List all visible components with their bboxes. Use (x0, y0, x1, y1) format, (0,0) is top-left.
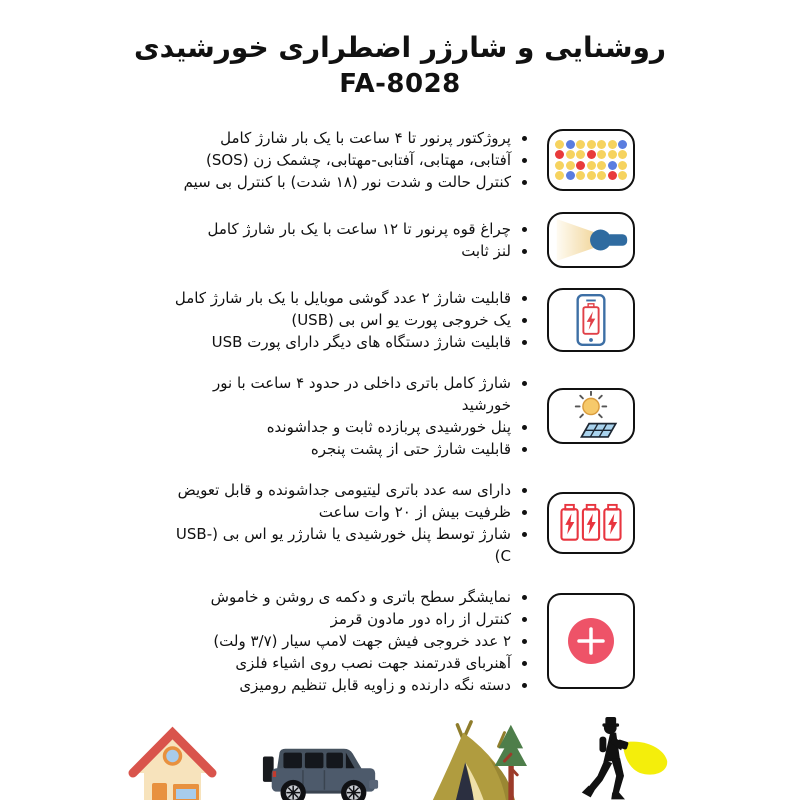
bullet-item: • قابلیت شارژ دستگاه های دیگر دارای پورت USB (165, 331, 511, 353)
led-grid (555, 140, 627, 181)
led-dot (566, 150, 575, 159)
bullet-item: • یک خروجی پورت یو اس بی (USB) (165, 309, 511, 331)
led-panel-icon (547, 129, 635, 191)
bullet-list (165, 586, 531, 696)
led-dot (566, 161, 575, 170)
section-phone-charging (165, 287, 635, 353)
phone-charging-icon (547, 288, 635, 352)
led-dot (555, 140, 564, 149)
suv-icon (260, 736, 382, 800)
solar-charging-icon (547, 388, 635, 444)
usage-scenes (0, 715, 800, 800)
flashlight-graphic (551, 215, 631, 265)
flashlight-beam (623, 741, 667, 774)
extra-features-icon (547, 593, 635, 689)
plus-graphic (565, 615, 617, 667)
bullet-item: • قابلیت شارژ حتی از پشت پنجره (165, 438, 511, 460)
bullet-item: • قابلیت شارژ ۲ عدد گوشی موبایل با یک بار شارژ کامل (165, 287, 511, 309)
led-dot (576, 171, 585, 180)
section-solar-charging (165, 372, 635, 460)
bullet-list (165, 479, 531, 567)
led-dot (608, 140, 617, 149)
led-dot (576, 140, 585, 149)
bullet-item: • لنز ثابت (165, 240, 511, 262)
bullet-item: • آفتابی، مهتابی، آفتابی-مهتابی، چشمک زن (SOS) (165, 149, 511, 171)
bullet-item: • دسته نگه دارنده و زاویه قابل تنظیم رومیزی (165, 674, 511, 696)
section-batteries (165, 479, 635, 567)
bullet-item: • پروژکتور پرنور تا ۴ ساعت با یک بار شارژ کامل (165, 127, 511, 149)
led-dot (555, 161, 564, 170)
led-dot (618, 171, 627, 180)
model-number: FA-8028 (339, 69, 461, 100)
led-dot (587, 161, 596, 170)
batteries-graphic (551, 498, 631, 548)
section-led-panel (165, 127, 635, 193)
led-dot (618, 161, 627, 170)
title-block (0, 0, 800, 101)
battery-pack-icon (547, 492, 635, 554)
led-dot (566, 140, 575, 149)
led-dot (576, 150, 585, 159)
house-icon (125, 723, 220, 800)
section-flashlight (165, 212, 635, 268)
led-dot (597, 140, 606, 149)
led-dot (608, 161, 617, 170)
flashlight-icon (547, 212, 635, 268)
hiker-flashlight-icon (572, 715, 675, 800)
bullet-list (165, 287, 531, 353)
bullet-item: • شارژ توسط پنل خورشیدی یا شارژر یو اس بی (USB-C) (165, 523, 511, 567)
page-title: روشنایی و شارژر اضطراری خورشیدی (133, 31, 667, 64)
person-silhouette (582, 717, 629, 799)
led-dot (566, 171, 575, 180)
bullet-list (165, 372, 531, 460)
led-dot (597, 161, 606, 170)
led-dot (576, 161, 585, 170)
led-dot (618, 150, 627, 159)
bullet-item: • شارژ کامل باتری داخلی در حدود ۴ ساعت با نور خورشید (165, 372, 511, 416)
bullet-item: • ظرفیت بیش از ۲۰ وات ساعت (165, 501, 511, 523)
feature-sections (165, 127, 635, 696)
bullet-list (165, 127, 531, 193)
tent-icon (422, 715, 532, 800)
led-dot (587, 140, 596, 149)
bullet-item: • ۲ عدد خروجی فیش جهت لامپ سیار (۳/۷ ولت) (165, 630, 511, 652)
section-extra-features (165, 586, 635, 696)
bullet-item: • نمایشگر سطح باتری و دکمه ی روشن و خاموش (165, 586, 511, 608)
led-dot (608, 171, 617, 180)
bullet-item: • پنل خورشیدی پربازده ثابت و جداشونده (165, 416, 511, 438)
led-dot (587, 150, 596, 159)
phone-graphic (551, 291, 631, 349)
bullet-list (165, 218, 531, 262)
bullet-item: • دارای سه عدد باتری لیتیومی جداشونده و قابل تعویض (165, 479, 511, 501)
sun-solar-graphic (551, 391, 631, 441)
led-dot (555, 171, 564, 180)
led-dot (597, 150, 606, 159)
led-dot (597, 171, 606, 180)
led-dot (587, 171, 596, 180)
led-dot (555, 150, 564, 159)
bullet-item: • کنترل از راه دور مادون قرمز (165, 608, 511, 630)
bullet-item: • چراغ قوه پرنور تا ۱۲ ساعت با یک بار شارژ کامل (165, 218, 511, 240)
led-dot (608, 150, 617, 159)
led-dot (618, 140, 627, 149)
bullet-item: • آهنربای قدرتمند جهت نصب روی اشیاء فلزی (165, 652, 511, 674)
bullet-item: • کنترل حالت و شدت نور (۱۸ شدت) با کنترل بی سیم (165, 171, 511, 193)
